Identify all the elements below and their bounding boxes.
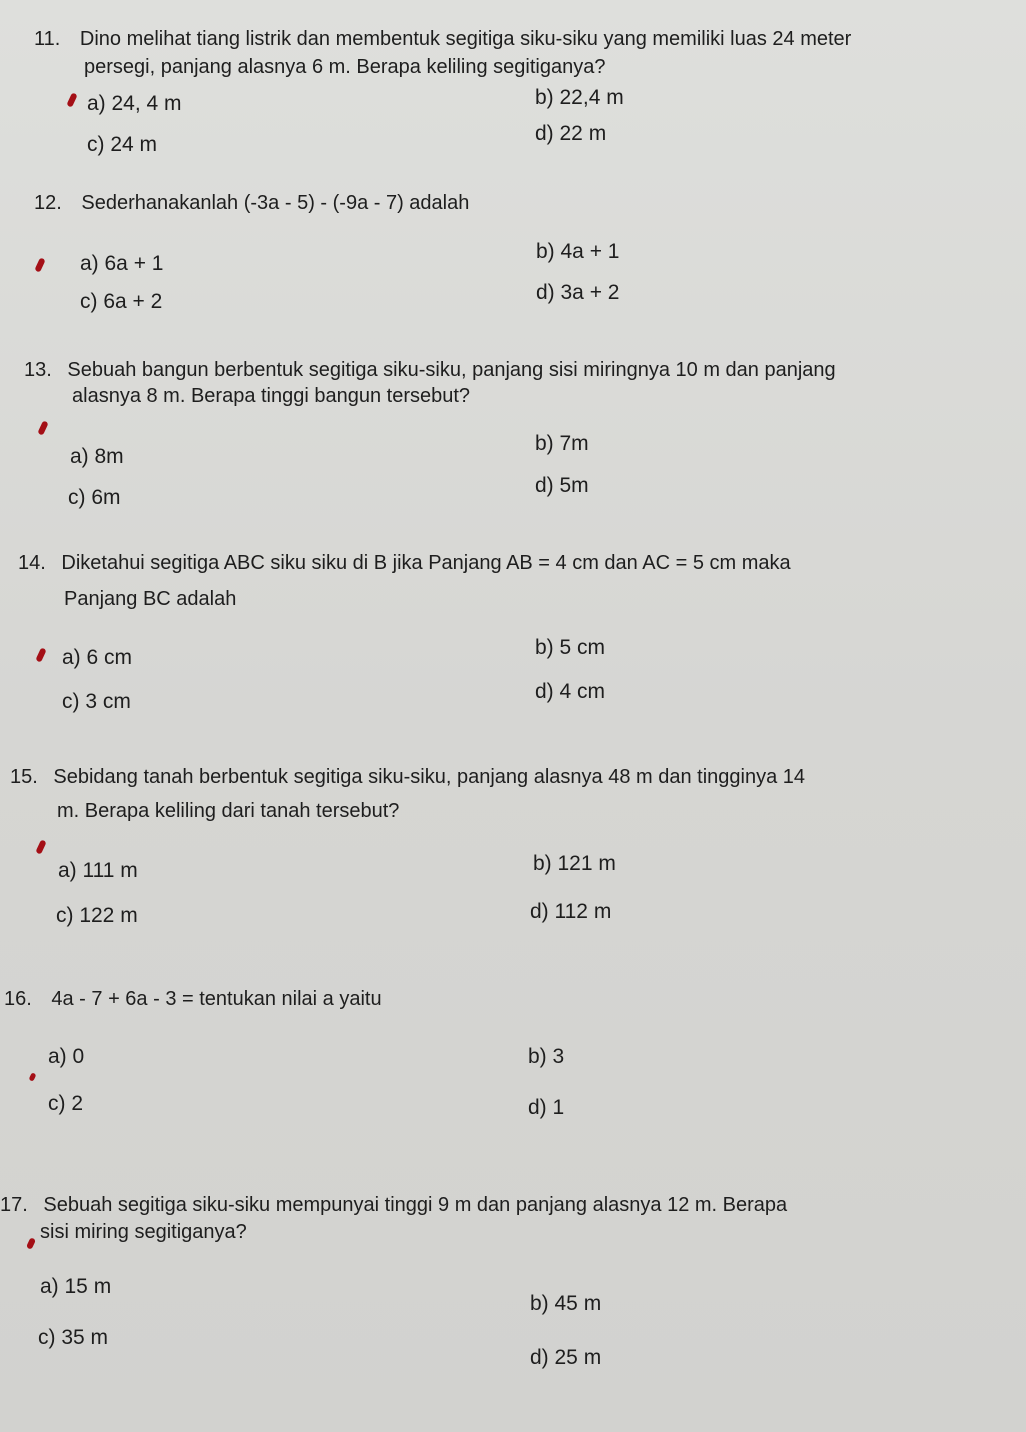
question-12-option-a: a) 6a + 1	[80, 252, 164, 275]
question-16-option-c: c) 2	[48, 1092, 84, 1115]
question-17-line2: sisi miring segitiganya?	[40, 1221, 247, 1243]
question-16-number: 16.	[4, 988, 32, 1010]
question-14-option-c: c) 3 cm	[62, 690, 131, 713]
question-12-number: 12.	[34, 192, 62, 214]
question-13-line2: alasnya 8 m. Berapa tinggi bangun tersebut?	[72, 385, 471, 407]
question-11-option-a: a) 24, 4 m	[87, 92, 182, 115]
answer-pen-mark	[37, 420, 48, 435]
answer-pen-mark	[29, 1072, 37, 1081]
question-16-text: 4a - 7 + 6a - 3 = tentukan nilai a yaitu	[51, 988, 382, 1010]
question-11-option-c: c) 24 m	[87, 133, 158, 156]
question-11-line2: persegi, panjang alasnya 6 m. Berapa keliling segitiganya?	[84, 56, 606, 78]
question-14-line2: Panjang BC adalah	[64, 588, 237, 610]
question-14-option-d: d) 4 cm	[535, 680, 606, 703]
question-13-option-c: c) 6m	[68, 486, 121, 509]
question-15-number: 15.	[10, 766, 38, 788]
question-11-option-b: b) 22,4 m	[535, 86, 624, 109]
question-13-number: 13.	[24, 359, 52, 381]
question-13-option-b: b) 7m	[535, 432, 589, 455]
question-17-option-d: d) 25 m	[530, 1346, 602, 1369]
question-14-line1	[18, 548, 791, 578]
question-15-option-b: b) 121 m	[533, 852, 616, 875]
question-13-option-a: a) 8m	[70, 445, 124, 468]
question-13-option-d: d) 5m	[535, 474, 589, 497]
answer-pen-mark	[26, 1237, 36, 1250]
question-17-option-a: a) 15 m	[40, 1275, 112, 1298]
question-12-option-b: b) 4a + 1	[536, 240, 620, 263]
question-17-option-b: b) 45 m	[530, 1292, 602, 1315]
question-15-text: Sebidang tanah berbentuk segitiga siku-siku, panjang alasnya 48 m dan tingginya 14	[53, 766, 806, 788]
question-16-option-b: b) 3	[528, 1045, 565, 1068]
question-17-number: 17.	[0, 1194, 28, 1216]
question-12-line1	[34, 188, 469, 218]
question-15-line1	[10, 762, 805, 792]
question-11-option-d: d) 22 m	[535, 122, 607, 145]
answer-pen-mark	[66, 92, 77, 107]
question-12-text: Sederhanakanlah (-3a - 5) - (-9a - 7) adalah	[81, 192, 470, 214]
question-16-option-a: a) 0	[48, 1045, 85, 1068]
question-15-line2: m. Berapa keliling dari tanah tersebut?	[57, 800, 400, 822]
question-13-text: Sebuah bangun berbentuk segitiga siku-siku, panjang sisi miringnya 10 m dan panjang	[67, 359, 836, 381]
question-17-option-c: c) 35 m	[38, 1326, 109, 1349]
question-15-option-a: a) 111 m	[58, 859, 138, 882]
question-11-number: 11.	[34, 28, 61, 50]
question-16-option-d: d) 1	[528, 1096, 565, 1119]
question-15-option-c: c) 122 m	[56, 904, 138, 927]
question-15-option-d: d) 112 m	[530, 900, 612, 923]
question-14-option-a: a) 6 cm	[62, 646, 133, 669]
question-14-text: Diketahui segitiga ABC siku siku di B jika Panjang AB = 4 cm dan AC = 5 cm maka	[61, 552, 791, 574]
question-11-text: Dino melihat tiang listrik dan membentuk segitiga siku-siku yang memiliki luas 24 meter	[79, 28, 852, 50]
answer-pen-mark	[34, 257, 45, 272]
question-12-option-d: d) 3a + 2	[536, 281, 620, 304]
question-17-line1	[0, 1190, 787, 1220]
question-12-option-c: c) 6a + 2	[80, 290, 163, 313]
question-17-text: Sebuah segitiga siku-siku mempunyai tinggi 9 m dan panjang alasnya 12 m. Berapa	[43, 1194, 788, 1216]
question-11-line1	[34, 24, 851, 54]
question-14-number: 14.	[18, 552, 46, 574]
question-16-line1	[4, 984, 382, 1014]
question-14-option-b: b) 5 cm	[535, 636, 606, 659]
answer-pen-mark	[35, 647, 46, 662]
answer-pen-mark	[35, 839, 46, 854]
